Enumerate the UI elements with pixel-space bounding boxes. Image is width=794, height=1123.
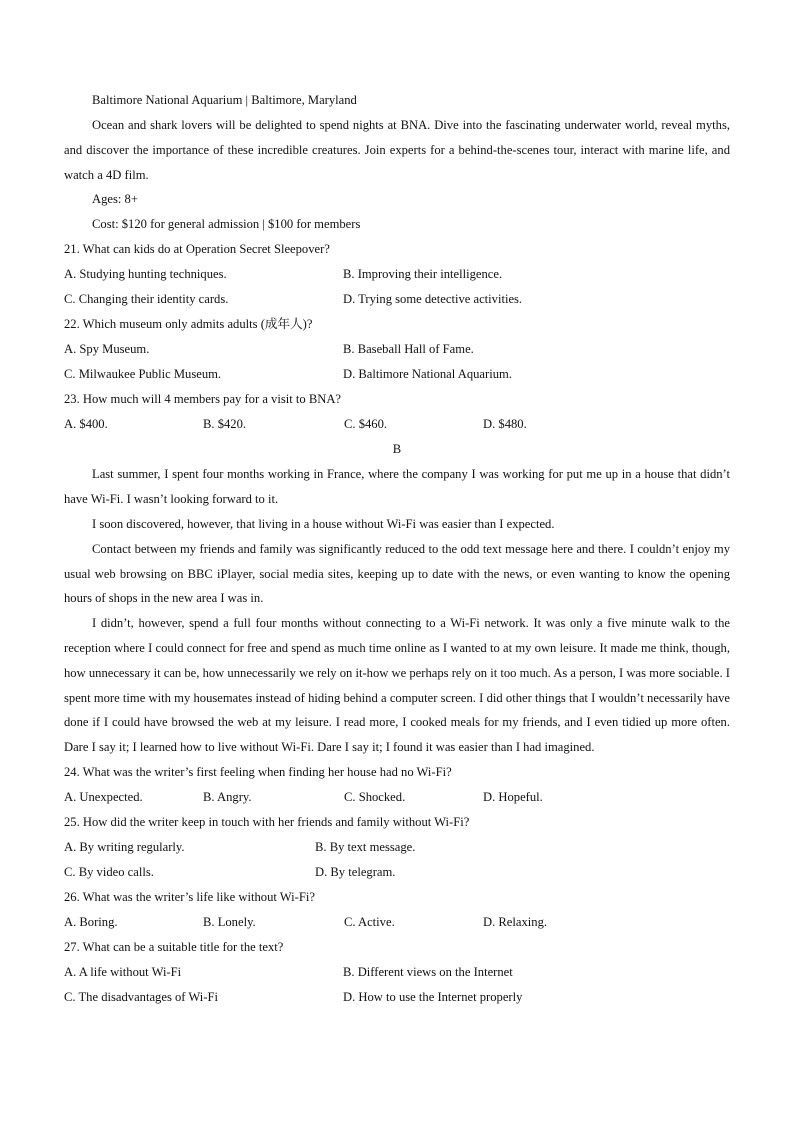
question-23-option-b: B. $420.: [203, 417, 247, 432]
question-24-option-a: A. Unexpected.: [64, 789, 143, 804]
question-24-option-c: C. Shocked.: [344, 789, 406, 804]
question-23-stem: 23. How much will 4 members pay for a visit to BNA?: [64, 392, 342, 407]
question-25-option-a: A. By writing regularly.: [64, 839, 185, 854]
question-25-option-c: C. By video calls.: [64, 864, 154, 879]
question-26-option-a: A. Boring.: [64, 914, 118, 929]
question-26-option-d: D. Relaxing.: [483, 914, 548, 929]
question-26-options: [64, 910, 730, 935]
passage-b-paragraph: Last summer, I spent four months working in France, where the company I was working for put me up in a house that didn’t have Wi-Fi. I wasn’t looking forward to it.: [64, 467, 730, 507]
question-21-options-row-1: [64, 262, 730, 287]
question-27-stem: 27. What can be a suitable title for the text?: [64, 939, 284, 954]
question-27-options-row-2: [64, 985, 730, 1010]
aquarium-ages: Ages: 8+: [92, 192, 138, 207]
question-25-options-row-1: [64, 835, 730, 860]
question-21-option-c: C. Changing their identity cards.: [64, 292, 229, 307]
question-22-stem: 22. Which museum only admits adults (成年人)?: [64, 317, 313, 332]
question-25-option-b: B. By text message.: [315, 839, 416, 854]
question-21-stem: 21. What can kids do at Operation Secret Sleepover?: [64, 242, 330, 257]
aquarium-description: Ocean and shark lovers will be delighted to spend nights at BNA. Dive into the fascinating underwater world, reveal myths, and discover the importance of these incredible creatures. Join experts for a behind-the-scenes tour, interact with marine life, and watch a 4D film.: [64, 118, 730, 182]
page-content: [64, 88, 730, 1010]
passage-b-paragraph: I soon discovered, however, that living in a house without Wi-Fi was easier than I expected.: [92, 516, 555, 531]
question-21-option-b: B. Improving their intelligence.: [343, 267, 503, 282]
question-24-option-b: B. Angry.: [203, 789, 252, 804]
question-22-option-d: D. Baltimore National Aquarium.: [343, 367, 512, 382]
question-23-options: [64, 412, 730, 437]
passage-b-paragraph: I didn’t, however, spend a full four months without connecting to a Wi-Fi network. It was only a five minute walk to the reception where I could connect for free and spend as much time online as I wanted to at my own leisure. It made me think, though, how unnecessary it can be, how unnecessarily we rely on it-how we perhaps rely on it too much. As a person, I was more sociable. I spent more time with my housemates instead of hiding behind a computer screen. I did other things that I wouldn’t necessarily have done if I could have browsed the web at my leisure. I read more, I cooked meals for my friends, and I even tidied up more often. Dare I say it; I learned how to live without Wi-Fi. Dare I say it; I found it was easier than I had imagined.: [64, 616, 730, 755]
aquarium-heading: Baltimore National Aquarium | Baltimore, Maryland: [92, 93, 357, 107]
question-27-option-d: D. How to use the Internet properly: [343, 989, 523, 1004]
question-25-option-d: D. By telegram.: [315, 864, 396, 879]
question-24-stem: 24. What was the writer’s first feeling when finding her house had no Wi-Fi?: [64, 764, 452, 779]
question-25-stem: 25. How did the writer keep in touch with her friends and family without Wi-Fi?: [64, 814, 470, 829]
question-26-stem: 26. What was the writer’s life like without Wi-Fi?: [64, 889, 315, 904]
question-25-options-row-2: [64, 860, 730, 885]
question-26-option-b: B. Lonely.: [203, 914, 256, 929]
question-22-option-c: C. Milwaukee Public Museum.: [64, 367, 222, 382]
question-22-option-a: A. Spy Museum.: [64, 342, 150, 357]
question-27-options-row-1: [64, 960, 730, 985]
question-24-option-d: D. Hopeful.: [483, 789, 543, 804]
question-22-option-b: B. Baseball Hall of Fame.: [343, 342, 474, 357]
question-21-option-a: A. Studying hunting techniques.: [64, 267, 227, 282]
question-27-option-c: C. The disadvantages of Wi-Fi: [64, 989, 218, 1004]
question-21-options-row-2: [64, 287, 730, 312]
section-b-label: B: [392, 442, 402, 457]
question-22-options-row-2: [64, 362, 730, 387]
question-21-option-d: D. Trying some detective activities.: [343, 292, 523, 307]
question-27-option-b: B. Different views on the Internet: [343, 964, 513, 979]
question-23-option-c: C. $460.: [344, 417, 388, 432]
passage-b-paragraph: Contact between my friends and family was significantly reduced to the odd text message here and there. I couldn’t enjoy my usual web browsing on BBC iPlayer, social media sites, keeping up to date with the news, or even wanting to know the opening hours of shops in the new area I was in.: [64, 541, 730, 606]
question-23-option-a: A. $400.: [64, 417, 108, 432]
question-23-option-d: D. $480.: [483, 417, 527, 432]
aquarium-cost: Cost: $120 for general admission | $100 for members: [92, 217, 361, 232]
question-27-option-a: A. A life without Wi-Fi: [64, 964, 182, 979]
question-26-option-c: C. Active.: [344, 914, 395, 929]
question-24-options: [64, 785, 730, 810]
question-22-options-row-1: [64, 337, 730, 362]
